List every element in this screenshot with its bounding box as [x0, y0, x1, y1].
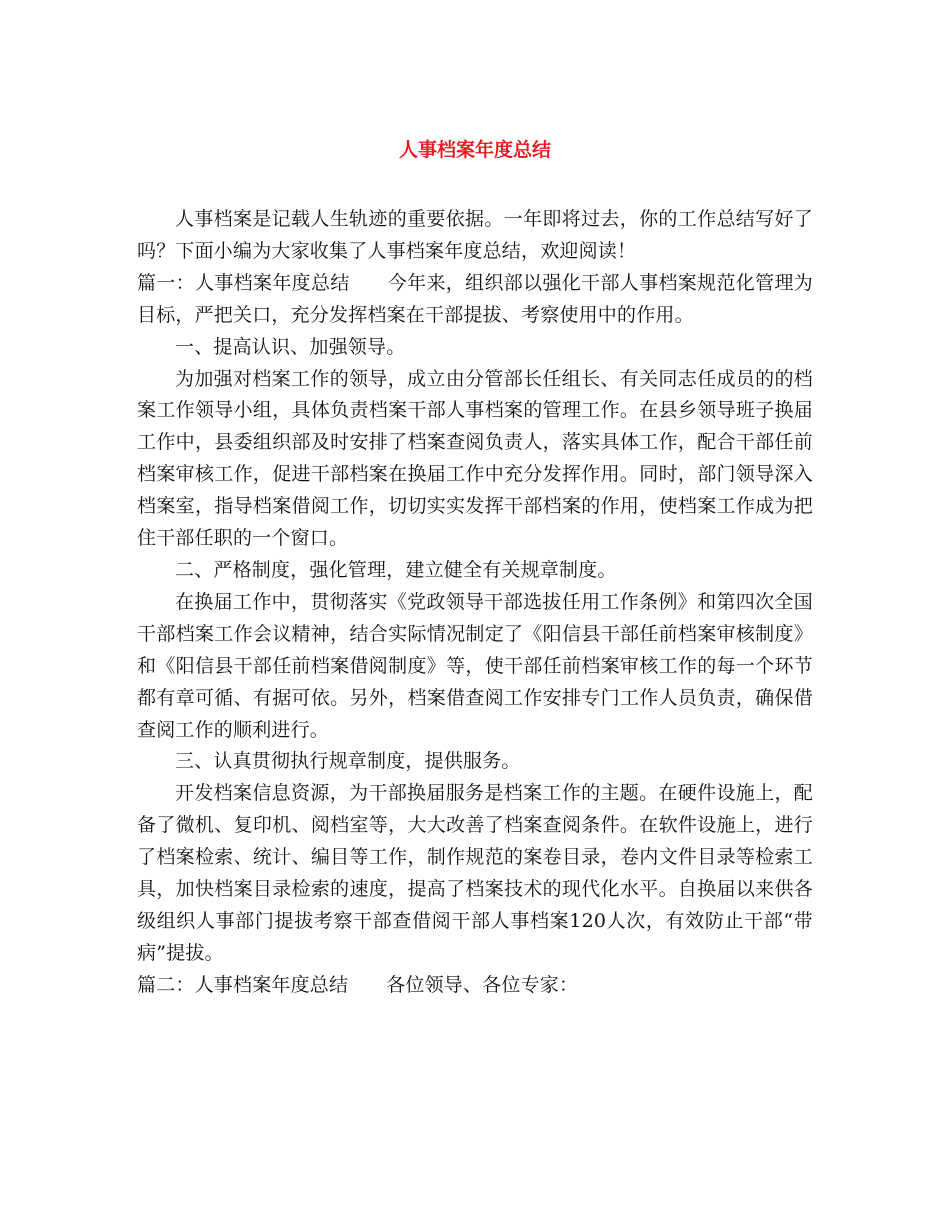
- section-paragraph: [137, 268, 813, 332]
- section-paragraph: [137, 970, 813, 1002]
- body-paragraph-2: 在换届工作中，贯彻落实《党政领导干部选拔任用工作条例》和第四次全国干部档案工作会议精神，结合实际情况制定了《阳信县干部任前档案审核制度》和《阳信县干部任前档案借阅制度》等，使干部任前档案审核工作的每一个环节都有章可循、有据可依。另外，档案借查阅工作安排专门工作人员负责，确保借查阅工作的顺利进行。: [137, 590, 813, 741]
- section-heading-2: 篇二：人事档案年度总结: [137, 973, 349, 996]
- document-body: [137, 204, 813, 1002]
- section-1-opening: 今年来，组织部以强化干部人事档案规范化管理为目标，严把关口，充分发挥档案在干部提拔、考察使用中的作用。: [137, 271, 814, 326]
- document-title: 人事档案年度总结: [398, 139, 551, 161]
- subheading-2: 二、严格制度，强化管理，建立健全有关规章制度。: [175, 558, 617, 581]
- body-paragraph-1: 为加强对档案工作的领导，成立由分管部长任组长、有关同志任成员的的档案工作领导小组，具体负责档案干部人事档案的管理工作。在县乡领导班子换届工作中，县委组织部及时安排了档案查阅负责人，落实具体工作，配合干部任前档案审核工作，促进干部档案在换届工作中充分发挥作用。同时，部门领导深入档案室，指导档案借阅工作，切切实实发挥干部档案的作用，使档案工作成为把住干部任职的一个窗口。: [137, 367, 813, 550]
- body-paragraph-3: 开发档案信息资源，为干部换届服务是档案工作的主题。在硬件设施上，配备了微机、复印机、阅档室等，大大改善了档案查阅条件。在软件设施上，进行了档案检索、统计、编目等工作，制作规范的案卷目录，卷内文件目录等检索工具，加快档案目录检索的速度，提高了档案技术的现代化水平。自换届以来供各级组织人事部门提拔考察干部查借阅干部人事档案120人次，有效防止干部“带病”提拔。: [137, 782, 813, 964]
- subheading-1: 一、提高认识、加强领导。: [175, 335, 406, 358]
- subheading-3: 三、认真贯彻执行规章制度，提供服务。: [175, 750, 521, 773]
- section-heading-1: 篇一：人事档案年度总结: [137, 271, 350, 294]
- intro-paragraph: 人事档案是记载人生轨迹的重要依据。一年即将过去，你的工作总结写好了吗？下面小编为大家收集了人事档案年度总结，欢迎阅读！: [137, 208, 813, 262]
- section-2-opening: 各位领导、各位专家：: [386, 973, 579, 996]
